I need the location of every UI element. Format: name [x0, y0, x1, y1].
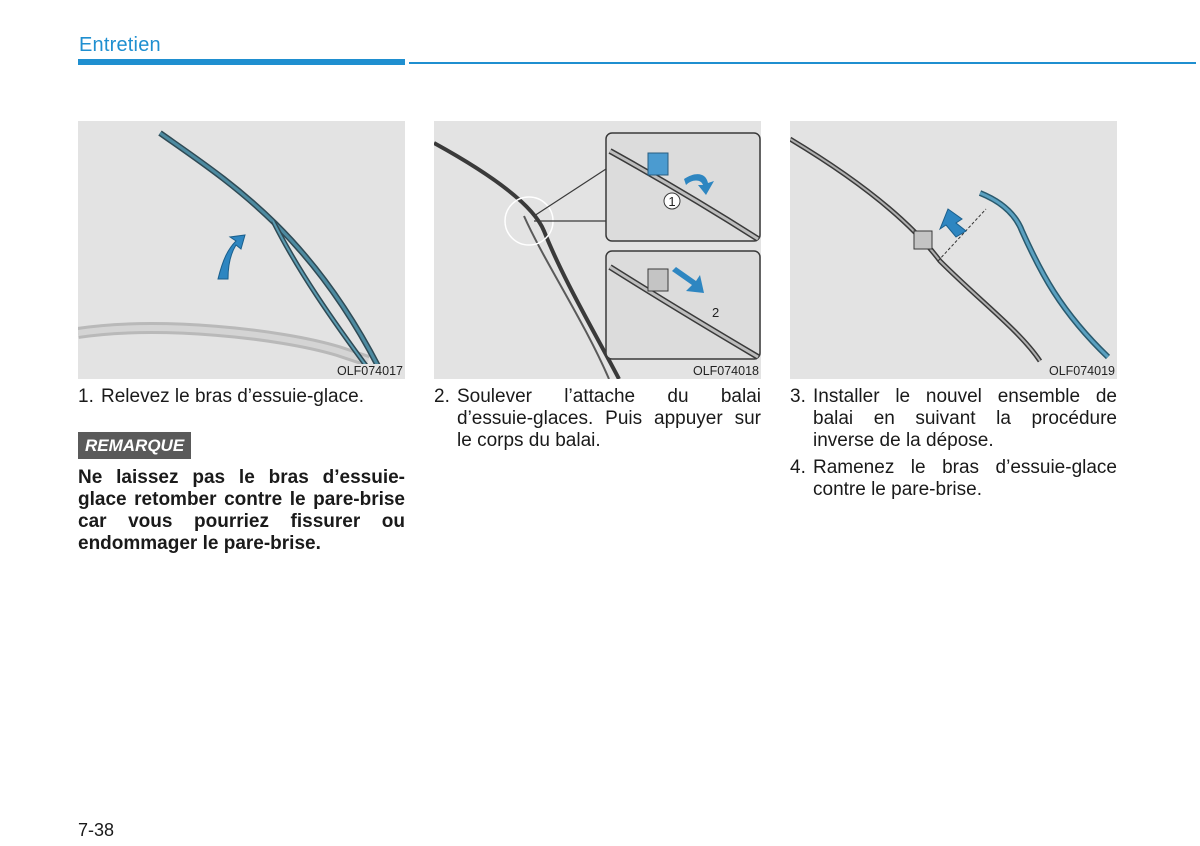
column-3-text	[790, 386, 1117, 501]
figure-code: OLF074018	[692, 364, 759, 378]
note-text: Ne laissez pas le bras d’essuie-glace retomber contre le pare-brise car vous pourriez fissurer ou endommager le pare-brise.	[78, 467, 405, 554]
header-rule-thin	[409, 62, 1196, 64]
page-number: 7-38	[78, 820, 115, 840]
step-number: 1.	[78, 386, 94, 407]
step-item	[790, 386, 1117, 452]
figure-lift-wiper-arm	[78, 121, 405, 379]
step-number: 3.	[790, 386, 806, 407]
header-rule-thick	[78, 59, 405, 65]
step-item	[78, 386, 405, 408]
column-1-text	[78, 386, 405, 408]
wiper-install-illustration	[790, 121, 1117, 379]
step-item	[434, 386, 761, 452]
note-badge: REMARQUE	[78, 432, 191, 459]
step-text: Ramenez le bras d’essuie-glace contre le pare-brise.	[813, 457, 1117, 500]
column-2-text	[434, 386, 761, 452]
wiper-arm-illustration	[78, 121, 405, 379]
step-number: 2.	[434, 386, 450, 407]
figure-code: OLF074019	[1048, 364, 1115, 378]
section-title: Entretien	[79, 34, 161, 56]
step-number: 4.	[790, 457, 806, 478]
figure-install-blade	[790, 121, 1117, 379]
step-text: Soulever l’attache du balai d’essuie-glaces. Puis appuyer sur le corps du balai.	[457, 386, 761, 451]
wiper-clip-illustration	[434, 121, 761, 379]
step-item	[790, 457, 1117, 501]
figure-code: OLF074017	[336, 364, 403, 378]
figure-release-clip	[434, 121, 761, 379]
step-text: Installer le nouvel ensemble de balai en suivant la procédure inverse de la dépose.	[813, 386, 1117, 451]
callout-2: 2	[712, 305, 720, 320]
step-text: Relevez le bras d’essuie-glace.	[101, 386, 364, 407]
callout-1: 1	[668, 194, 676, 209]
